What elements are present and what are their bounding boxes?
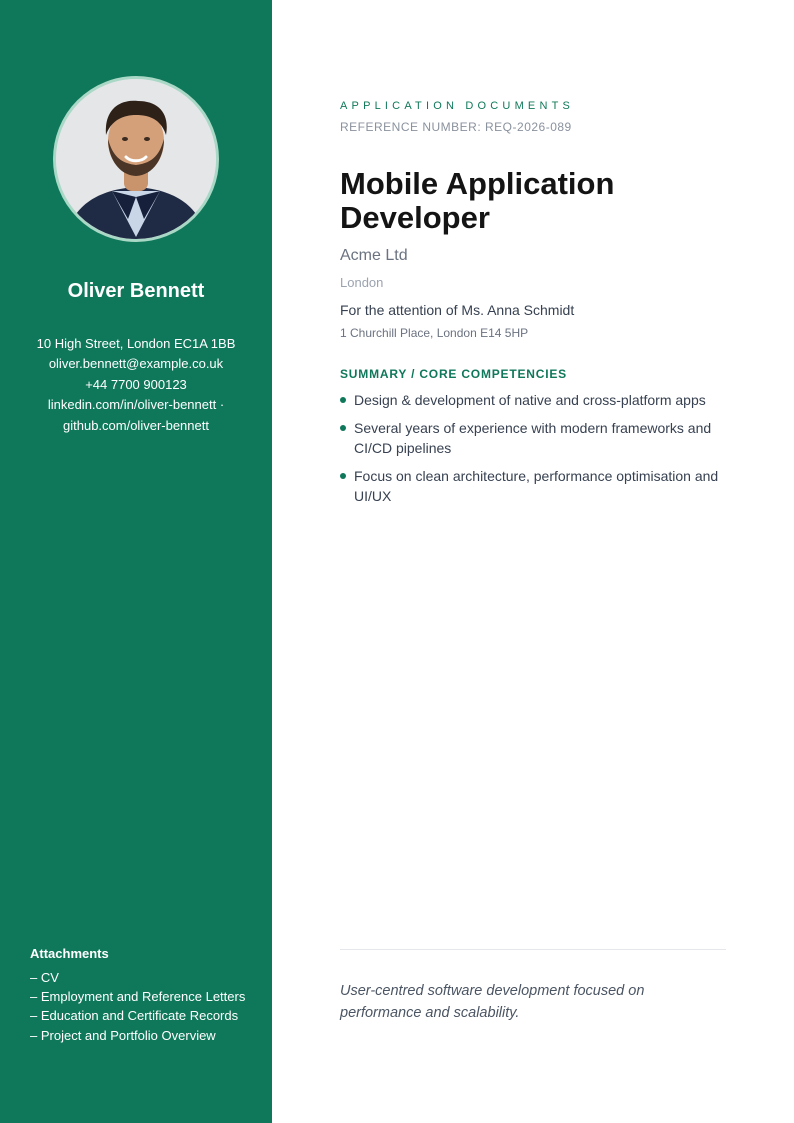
postal-address: 10 High Street, London EC1A 1BB — [36, 336, 236, 351]
attachment-item: – Employment and Reference Letters — [30, 989, 246, 1005]
bullet-icon — [340, 397, 346, 403]
person-portrait-icon — [56, 79, 216, 239]
attachment-item: – Project and Portfolio Overview — [30, 1027, 216, 1043]
job-title: Mobile Application Developer — [340, 166, 615, 235]
document-type-label: APPLICATION DOCUMENTS — [340, 100, 575, 112]
competency-text: Several years of experience with modern frameworks and CI/CD pipelines — [354, 420, 712, 456]
summary-heading: SUMMARY / CORE COMPETENCIES — [340, 367, 567, 381]
bullet-icon — [340, 425, 346, 431]
list-item — [340, 390, 726, 410]
competency-text: Design & development of native and cross-platform apps — [354, 392, 706, 408]
recipient-line: For the attention of Ms. Anna Schmidt — [340, 302, 575, 318]
attachments-section — [30, 946, 265, 1045]
attachment-item: – CV — [30, 970, 59, 985]
attachments-list — [30, 968, 265, 1045]
contact-details — [16, 334, 256, 436]
profile-photo — [53, 76, 219, 242]
list-item — [340, 466, 726, 506]
linkedin-link: linkedin.com/in/oliver-bennett · — [47, 397, 225, 413]
email-address: oliver.bennett@example.co.uk — [48, 356, 224, 372]
sidebar — [0, 0, 272, 1123]
phone-number: +44 7700 900123 — [85, 376, 187, 392]
main-content — [340, 0, 726, 1123]
competencies-list — [340, 390, 726, 514]
applicant-name: Oliver Bennett — [67, 280, 205, 302]
competency-text: Focus on clean architecture, performance optimisation and UI/UX — [354, 468, 719, 504]
attachments-title: Attachments — [30, 946, 109, 961]
tagline: User-centred software development focused on performance and scalability. — [340, 983, 645, 1021]
divider — [340, 949, 726, 950]
recipient-address: 1 Churchill Place, London E14 5HP — [340, 326, 529, 340]
reference-number: REFERENCE NUMBER: REQ-2026-089 — [340, 120, 572, 134]
attachment-item: – Education and Certificate Records — [30, 1008, 239, 1024]
company-city: London — [340, 275, 384, 290]
bullet-icon — [340, 473, 346, 479]
list-item — [340, 418, 726, 458]
github-link: github.com/oliver-bennett — [63, 417, 209, 433]
company-name: Acme Ltd — [340, 247, 408, 264]
